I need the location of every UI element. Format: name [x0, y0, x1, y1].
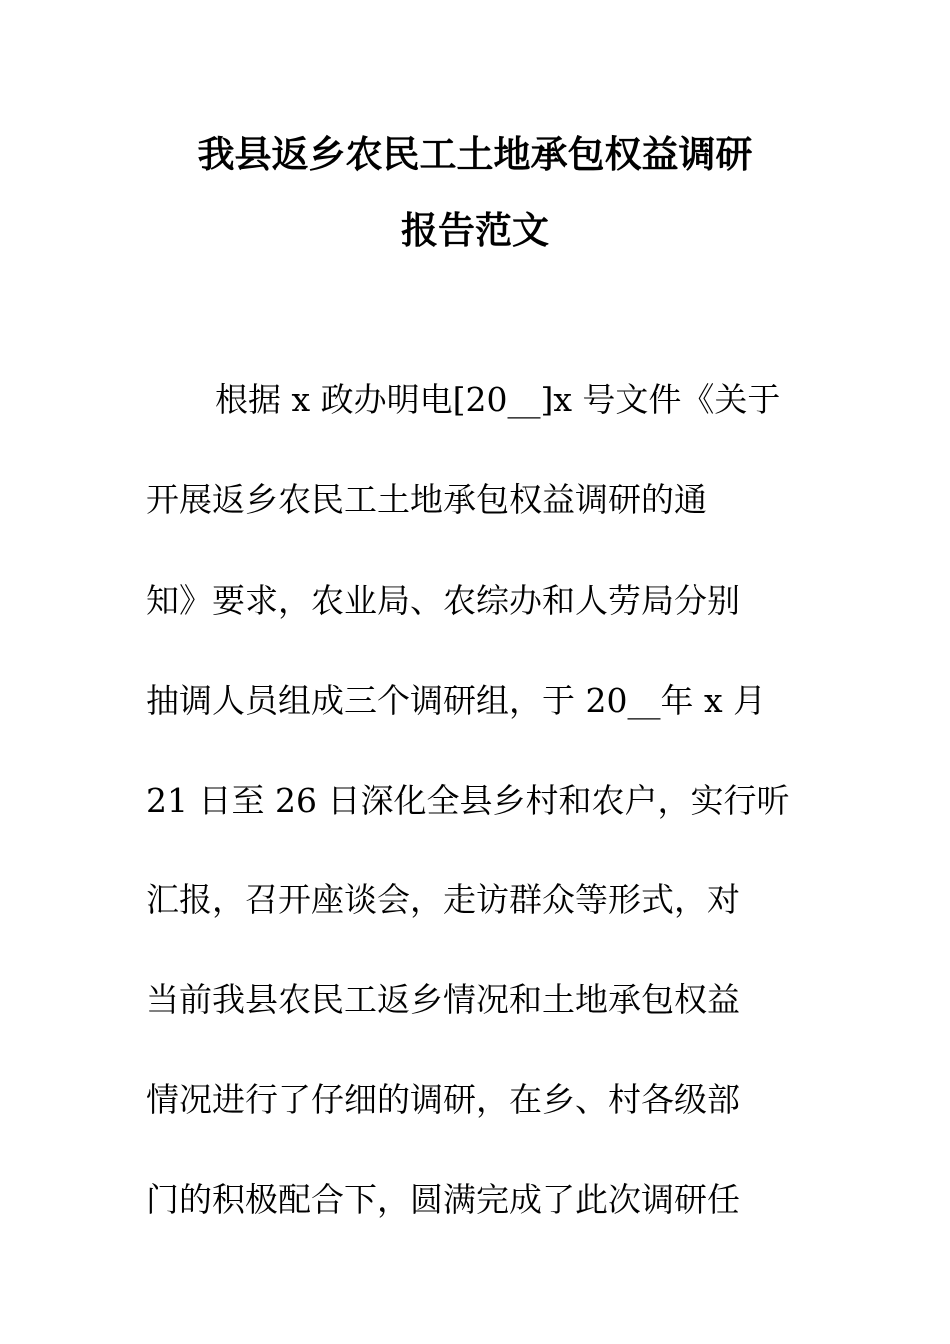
- body-line-7: 当前我县农民工返乡情况和土地承包权益: [146, 980, 740, 1019]
- body-line-4: 抽调人员组成三个调研组，于 20__年 x 月: [146, 681, 767, 720]
- document-title-line-1: 我县返乡农民工土地承包权益调研: [197, 132, 753, 176]
- body-line-3: 知》要求，农业局、农综办和人劳局分别: [146, 581, 740, 620]
- body-line-8: 情况进行了仔细的调研，在乡、村各级部: [146, 1080, 740, 1119]
- document-title-line-2: 报告范文: [401, 208, 549, 252]
- body-line-5: 21 日至 26 日深化全县乡村和农户，实行听: [146, 781, 790, 820]
- body-line-9: 门的积极配合下，圆满完成了此次调研任: [146, 1180, 740, 1219]
- body-line-1: 根据 x 政办明电[20__]x 号文件《关于: [215, 380, 781, 419]
- body-line-6: 汇报，召开座谈会，走访群众等形式，对: [146, 880, 740, 919]
- body-line-2: 开展返乡农民工土地承包权益调研的通: [146, 480, 707, 519]
